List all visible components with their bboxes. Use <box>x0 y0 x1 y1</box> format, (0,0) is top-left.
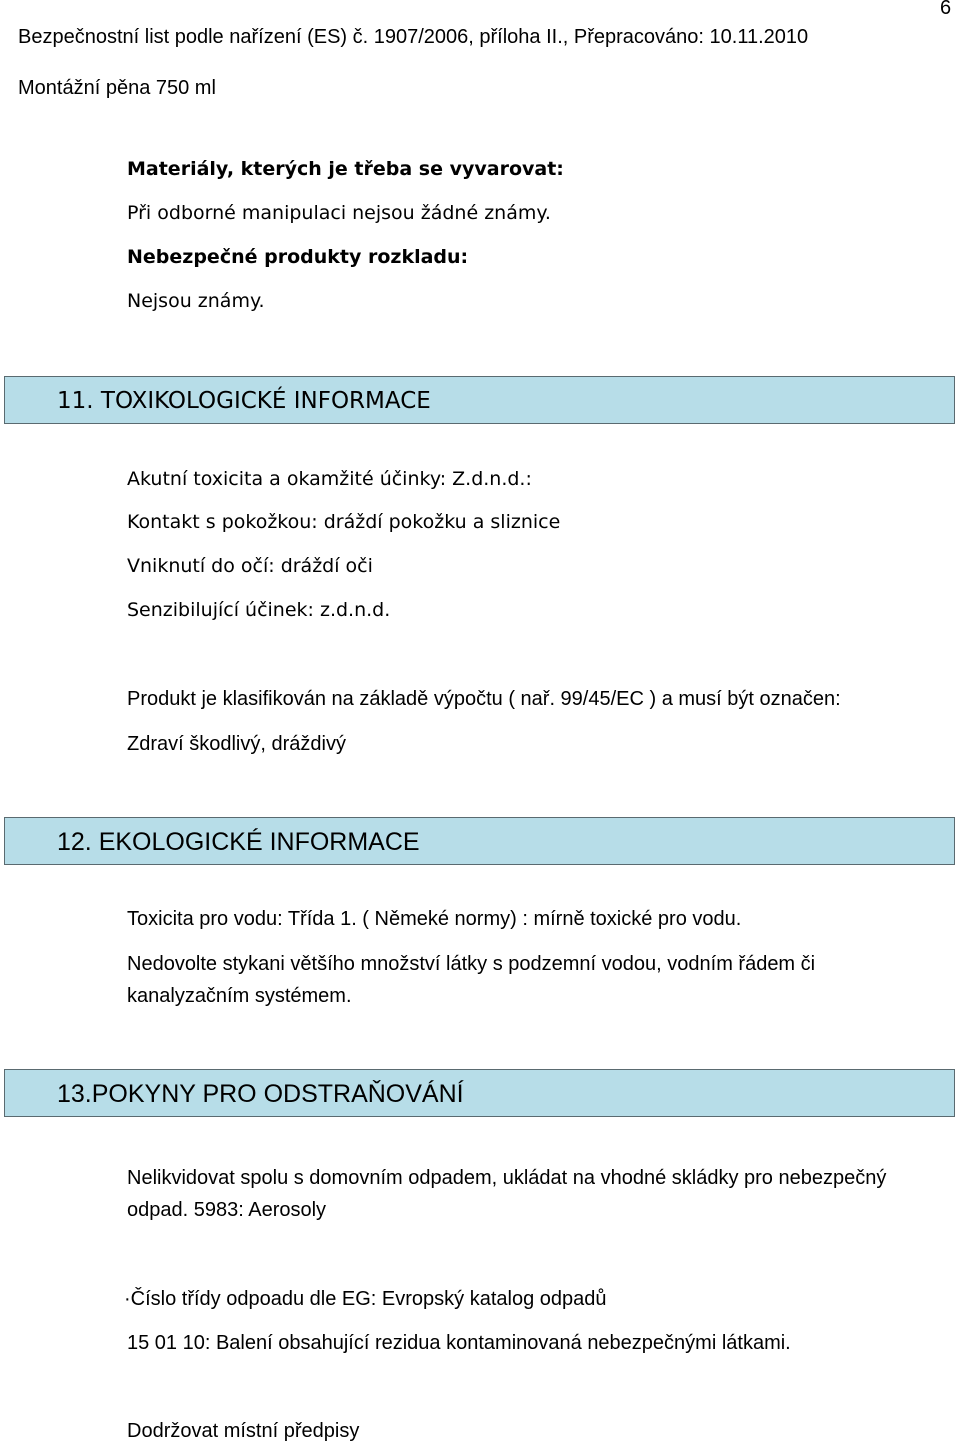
section-11-header <box>4 376 955 424</box>
water-toxicity-line: Toxicita pro vodu: Třída 1. ( Němeké normy) : mírně toxické pro vodu. <box>127 908 742 930</box>
classification-line-2: Zdraví škodlivý, dráždivý <box>127 733 346 755</box>
sensitization-line: Senzibilující účinek: z.d.n.d. <box>127 599 391 621</box>
acute-toxicity-line: Akutní toxicita a okamžité účinky: Z.d.n.d.: <box>127 468 532 490</box>
groundwater-warning-line: Nedovolte stykani většího množství látky s podzemní vodou, vodním řádem či <box>127 953 816 975</box>
materials-text: Při odborné manipulaci nejsou žádné známy. <box>127 202 551 224</box>
section-13-title: 13.POKYNY PRO ODSTRAŇOVÁNÍ <box>57 1080 464 1108</box>
materials-heading: Materiály, kterých je třeba se vyvarovat: <box>127 158 564 180</box>
section-12-header <box>4 817 955 865</box>
section-11-title: 11. TOXIKOLOGICKÉ INFORMACE <box>57 388 431 414</box>
section-13-header <box>4 1069 955 1117</box>
classification-line-1: Produkt je klasifikován na základě výpočtu ( nař. 99/45/EC ) a musí být označen: <box>127 688 841 710</box>
sewer-warning-line: kanalyzačním systémem. <box>127 985 352 1007</box>
document-header-title: Bezpečnostní list podle nařízení (ES) č. 1907/2006, příloha II., Přepracováno: 10.11.2010 <box>18 26 809 48</box>
skin-contact-line: Kontakt s pokožkou: dráždí pokožku a sliznice <box>127 511 561 533</box>
decomposition-products-heading: Nebezpečné produkty rozkladu: <box>127 246 469 268</box>
eye-contact-line: Vniknutí do očí: dráždí oči <box>127 555 373 577</box>
local-regulations-line: Dodržovat místní předpisy <box>127 1420 360 1442</box>
product-name: Montážní pěna 750 ml <box>18 77 216 99</box>
disposal-line-2: odpad. 5983: Aerosoly <box>127 1199 327 1221</box>
decomposition-products-text: Nejsou známy. <box>127 290 265 312</box>
section-12-title: 12. EKOLOGICKÉ INFORMACE <box>57 828 420 856</box>
disposal-line-1: Nelikvidovat spolu s domovním odpadem, ukládat na vhodné skládky pro nebezpečný <box>127 1167 887 1189</box>
waste-class-line: ·Číslo třídy odpoadu dle EG: Evropský katalog odpadů <box>124 1288 607 1310</box>
page-number: 6 <box>940 0 952 19</box>
waste-code-line: 15 01 10: Balení obsahující rezidua kontaminovaná nebezpečnými látkami. <box>127 1332 791 1354</box>
